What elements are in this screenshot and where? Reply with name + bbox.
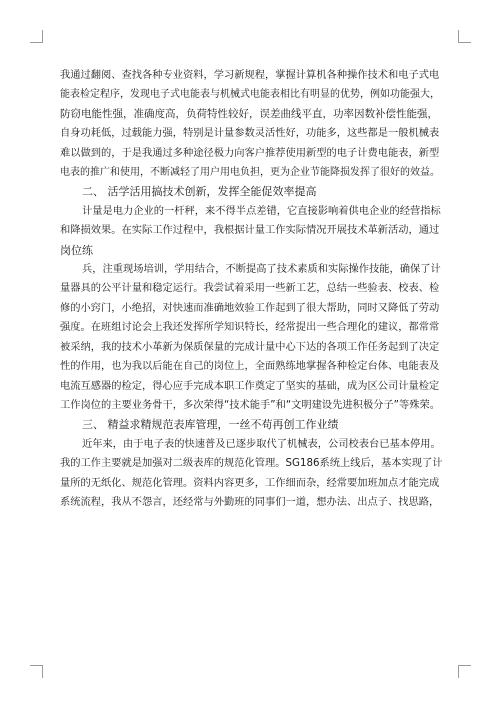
text-line: 近年来，由于电子表的快速普及已逐步取代了机械表，公司校表台已基本停用。 <box>82 437 441 450</box>
text-line: 被采纳，我的技术小革新为保质保量的完成计量中心下达的各项工作任务起到了决定 <box>60 340 440 353</box>
text-line: 工作岗位的主要业务骨干，多次荣得“技术能手”和“文明建设先进积极分子”等殊荣。 <box>60 398 440 411</box>
text-line: 能表检定程序，发现电子式电能表与机械式电能表相比有明显的优势，例如功能强大， <box>60 89 440 101</box>
crop-mark-bottom-right <box>458 665 471 678</box>
text-line: 三、 精益求精规范表库管理，一丝不苟再创工作业绩 <box>82 418 339 432</box>
crop-mark-top-left <box>30 30 43 43</box>
text-line: 防窃电能性强，准确度高，负荷特性较好，误差曲线平直，功率因数补偿性能强， <box>60 107 438 120</box>
text-line: 我通过翻阅、查找各种专业资料，学习新规程，掌握计算机各种操作技术和电子式电 <box>60 69 440 81</box>
text-line: 修的小窍门，小绝招，对快速而准确地效验工作起到了很大帮助，同时又降低了劳动 <box>60 301 440 314</box>
text-line: 量所的无纸化、规范化管理。资料内容更多，工作细而杂，经常要加班加点才能完成 <box>60 476 440 489</box>
text-line: 我的工作主要就是加强对二级表库的规范化管理。SG186系统上线后，基本实现了计 <box>60 457 443 470</box>
text-line: 难以做到的，于是我通过多种途径极力向客户推荐使用新型的电子计费电能表，新型 <box>60 146 440 159</box>
text-line: 强度。在班组讨论会上我还发挥所学知识特长，经常提出一些合理化的建议，都常常 <box>60 321 440 334</box>
crop-mark-bottom-left <box>30 665 43 678</box>
text-line: 量器具的公平计量和稳定运行。我尝试着采用一些新工艺，总结一些验表、校表、检 <box>60 282 440 295</box>
text-line: 二、 活学活用搞技术创新，发挥全能促效率提高 <box>82 185 317 199</box>
text-line: 电表的推广和使用，不断减轻了用户用电负担，更为企业节能降损发挥了很好的效益。 <box>60 167 440 179</box>
document-body <box>60 66 444 512</box>
text-line: 性的作用，也为我以后能在自己的岗位上，全面熟练地掌握各种检定台体、电能表及 <box>60 360 440 373</box>
text-line: 计量是电力企业的一杆秤，来不得半点差错，它直接影响着供电企业的经营指标 <box>82 204 441 217</box>
crop-mark-top-right <box>458 30 471 43</box>
text-line: 电流互感器的检定，得心应手完成本职工作奠定了坚实的基础，成为区公司计量检定 <box>60 379 440 392</box>
text-line: 和降损效果。在实际工作过程中，我根据计量工作实际情况开展技术革新活动，通过 <box>60 224 440 237</box>
text-line: 自身功耗低，过载能力强，特别是计量参数灵活性好，功能多，这些都是一般机械表 <box>60 127 440 140</box>
text-line: 岗位练 <box>60 243 93 257</box>
text-line: 系统流程，我从不怨言，还经常与外勤班的同事们一道，想办法、出点子、找思路， <box>60 495 440 508</box>
text-line: 兵，注重现场培训，学用结合，不断提高了技术素质和实际操作技能，确保了计 <box>82 263 441 276</box>
